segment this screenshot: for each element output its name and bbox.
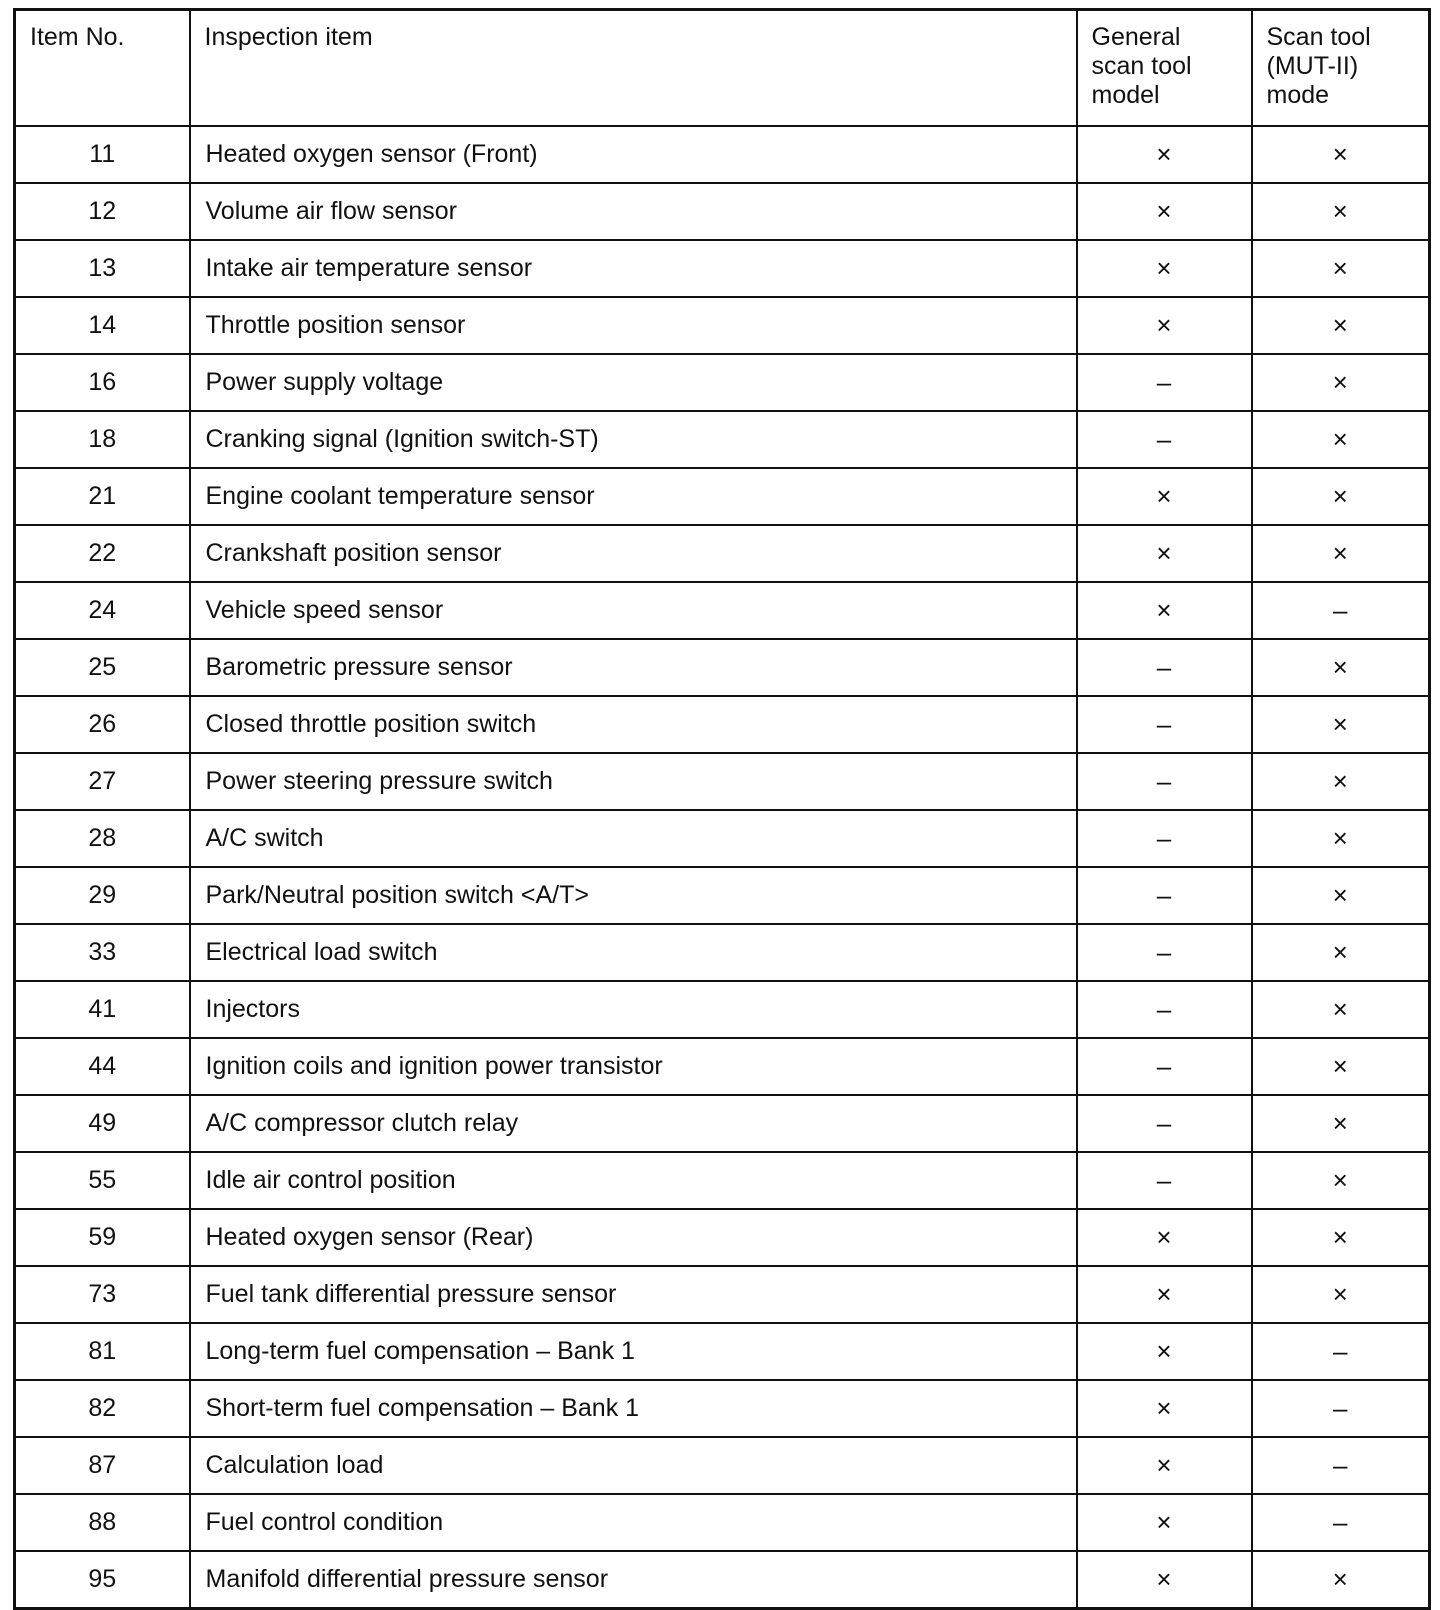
mut-scan-mark-cell: × — [1252, 924, 1430, 981]
mut-scan-mark-cell: × — [1252, 1152, 1430, 1209]
general-scan-mark-cell: × — [1077, 582, 1252, 639]
general-scan-mark-cell: × — [1077, 183, 1252, 240]
general-scan-mark-cell: × — [1077, 126, 1252, 183]
inspection-item-cell: Crankshaft position sensor — [190, 525, 1077, 582]
inspection-item-cell: Power steering pressure switch — [190, 753, 1077, 810]
inspection-item-cell: Vehicle speed sensor — [190, 582, 1077, 639]
inspection-item-cell: Heated oxygen sensor (Front) — [190, 126, 1077, 183]
item-no-cell: 33 — [15, 924, 190, 981]
general-scan-mark-cell: × — [1077, 1266, 1252, 1323]
table-row — [15, 240, 1430, 297]
table-row — [15, 1095, 1430, 1152]
table-row — [15, 1437, 1430, 1494]
item-no-cell: 28 — [15, 810, 190, 867]
table-row — [15, 810, 1430, 867]
inspection-item-cell: Injectors — [190, 981, 1077, 1038]
item-no-cell: 55 — [15, 1152, 190, 1209]
inspection-item-cell: Intake air temperature sensor — [190, 240, 1077, 297]
inspection-item-cell: Park/Neutral position switch <A/T> — [190, 867, 1077, 924]
header-inspection-item — [190, 10, 1077, 126]
mut-scan-mark-cell: × — [1252, 411, 1430, 468]
header-item-no-label: Item No. — [30, 23, 125, 51]
header-scan-tool-mut — [1252, 10, 1430, 126]
table-row — [15, 297, 1430, 354]
inspection-item-cell: Idle air control position — [190, 1152, 1077, 1209]
inspection-item-cell: A/C switch — [190, 810, 1077, 867]
mut-scan-mark-cell: – — [1252, 1323, 1430, 1380]
table-row — [15, 924, 1430, 981]
item-no-cell: 21 — [15, 468, 190, 525]
header-item-no — [15, 10, 190, 126]
mut-scan-mark-cell: × — [1252, 1038, 1430, 1095]
general-scan-mark-cell: – — [1077, 639, 1252, 696]
table-row — [15, 354, 1430, 411]
table-row — [15, 1323, 1430, 1380]
table-row — [15, 1494, 1430, 1551]
mut-scan-mark-cell: – — [1252, 582, 1430, 639]
header-mut-line: Scan tool — [1266, 23, 1371, 51]
header-general-line: General — [1091, 23, 1181, 51]
mut-scan-mark-cell: × — [1252, 1095, 1430, 1152]
general-scan-mark-cell: – — [1077, 411, 1252, 468]
general-scan-mark-cell: – — [1077, 1152, 1252, 1209]
item-no-cell: 12 — [15, 183, 190, 240]
inspection-item-cell: Ignition coils and ignition power transistor — [190, 1038, 1077, 1095]
inspection-item-cell: Fuel control condition — [190, 1494, 1077, 1551]
mut-scan-mark-cell: – — [1252, 1437, 1430, 1494]
general-scan-mark-cell: – — [1077, 924, 1252, 981]
mut-scan-mark-cell: × — [1252, 525, 1430, 582]
mut-scan-mark-cell: × — [1252, 639, 1430, 696]
item-no-cell: 29 — [15, 867, 190, 924]
mut-scan-mark-cell: × — [1252, 1551, 1430, 1609]
inspection-item-cell: Calculation load — [190, 1437, 1077, 1494]
header-general-scan-tool — [1077, 10, 1252, 126]
header-general-line: scan tool — [1091, 52, 1192, 80]
table-row — [15, 411, 1430, 468]
general-scan-mark-cell: – — [1077, 810, 1252, 867]
item-no-cell: 24 — [15, 582, 190, 639]
general-scan-mark-cell: – — [1077, 696, 1252, 753]
mut-scan-mark-cell: × — [1252, 468, 1430, 525]
item-no-cell: 25 — [15, 639, 190, 696]
table-row — [15, 1551, 1430, 1609]
table-row — [15, 696, 1430, 753]
table-row — [15, 525, 1430, 582]
general-scan-mark-cell: – — [1077, 867, 1252, 924]
general-scan-mark-cell: × — [1077, 1209, 1252, 1266]
inspection-item-cell: Long-term fuel compensation – Bank 1 — [190, 1323, 1077, 1380]
inspection-table — [13, 8, 1431, 1610]
item-no-cell: 82 — [15, 1380, 190, 1437]
item-no-cell: 44 — [15, 1038, 190, 1095]
mut-scan-mark-cell: × — [1252, 297, 1430, 354]
header-mut-line: (MUT-II) — [1266, 52, 1359, 80]
table-row — [15, 1152, 1430, 1209]
mut-scan-mark-cell: × — [1252, 1209, 1430, 1266]
mut-scan-mark-cell: – — [1252, 1494, 1430, 1551]
general-scan-mark-cell: – — [1077, 1038, 1252, 1095]
item-no-cell: 26 — [15, 696, 190, 753]
general-scan-mark-cell: × — [1077, 240, 1252, 297]
table-row — [15, 1209, 1430, 1266]
table-body — [15, 126, 1430, 1609]
item-no-cell: 59 — [15, 1209, 190, 1266]
mut-scan-mark-cell: × — [1252, 810, 1430, 867]
table-row — [15, 183, 1430, 240]
general-scan-mark-cell: × — [1077, 1323, 1252, 1380]
mut-scan-mark-cell: × — [1252, 753, 1430, 810]
mut-scan-mark-cell: × — [1252, 240, 1430, 297]
inspection-item-cell: Closed throttle position switch — [190, 696, 1077, 753]
general-scan-mark-cell: – — [1077, 753, 1252, 810]
inspection-item-cell: Barometric pressure sensor — [190, 639, 1077, 696]
general-scan-mark-cell: × — [1077, 297, 1252, 354]
header-inspection-item-label: Inspection item — [204, 23, 373, 51]
header-mut-line: mode — [1266, 81, 1330, 109]
table-row — [15, 1038, 1430, 1095]
item-no-cell: 81 — [15, 1323, 190, 1380]
item-no-cell: 95 — [15, 1551, 190, 1609]
mut-scan-mark-cell: × — [1252, 696, 1430, 753]
general-scan-mark-cell: – — [1077, 1095, 1252, 1152]
inspection-item-cell: Heated oxygen sensor (Rear) — [190, 1209, 1077, 1266]
inspection-item-cell: Throttle position sensor — [190, 297, 1077, 354]
general-scan-mark-cell: × — [1077, 525, 1252, 582]
general-scan-mark-cell: – — [1077, 981, 1252, 1038]
general-scan-mark-cell: × — [1077, 1494, 1252, 1551]
inspection-item-cell: Engine coolant temperature sensor — [190, 468, 1077, 525]
general-scan-mark-cell: × — [1077, 1380, 1252, 1437]
table-row — [15, 468, 1430, 525]
mut-scan-mark-cell: × — [1252, 354, 1430, 411]
general-scan-mark-cell: × — [1077, 1551, 1252, 1609]
mut-scan-mark-cell: × — [1252, 867, 1430, 924]
item-no-cell: 73 — [15, 1266, 190, 1323]
item-no-cell: 27 — [15, 753, 190, 810]
inspection-item-cell: Electrical load switch — [190, 924, 1077, 981]
inspection-item-cell: Short-term fuel compensation – Bank 1 — [190, 1380, 1077, 1437]
item-no-cell: 88 — [15, 1494, 190, 1551]
item-no-cell: 16 — [15, 354, 190, 411]
item-no-cell: 11 — [15, 126, 190, 183]
item-no-cell: 18 — [15, 411, 190, 468]
mut-scan-mark-cell: × — [1252, 126, 1430, 183]
table-row — [15, 126, 1430, 183]
item-no-cell: 49 — [15, 1095, 190, 1152]
table-row — [15, 1266, 1430, 1323]
header-general-line: model — [1091, 81, 1160, 109]
inspection-item-cell: Power supply voltage — [190, 354, 1077, 411]
table-row — [15, 753, 1430, 810]
item-no-cell: 13 — [15, 240, 190, 297]
general-scan-mark-cell: – — [1077, 354, 1252, 411]
table-row — [15, 582, 1430, 639]
general-scan-mark-cell: × — [1077, 1437, 1252, 1494]
item-no-cell: 41 — [15, 981, 190, 1038]
table-row — [15, 1380, 1430, 1437]
mut-scan-mark-cell: – — [1252, 1380, 1430, 1437]
mut-scan-mark-cell: × — [1252, 981, 1430, 1038]
inspection-item-cell: Fuel tank differential pressure sensor — [190, 1266, 1077, 1323]
inspection-item-cell: A/C compressor clutch relay — [190, 1095, 1077, 1152]
inspection-item-cell: Manifold differential pressure sensor — [190, 1551, 1077, 1609]
header-row — [15, 10, 1430, 126]
table-row — [15, 867, 1430, 924]
item-no-cell: 14 — [15, 297, 190, 354]
item-no-cell: 22 — [15, 525, 190, 582]
general-scan-mark-cell: × — [1077, 468, 1252, 525]
item-no-cell: 87 — [15, 1437, 190, 1494]
table-row — [15, 639, 1430, 696]
inspection-item-cell: Cranking signal (Ignition switch-ST) — [190, 411, 1077, 468]
mut-scan-mark-cell: × — [1252, 183, 1430, 240]
mut-scan-mark-cell: × — [1252, 1266, 1430, 1323]
inspection-item-cell: Volume air flow sensor — [190, 183, 1077, 240]
table-row — [15, 981, 1430, 1038]
